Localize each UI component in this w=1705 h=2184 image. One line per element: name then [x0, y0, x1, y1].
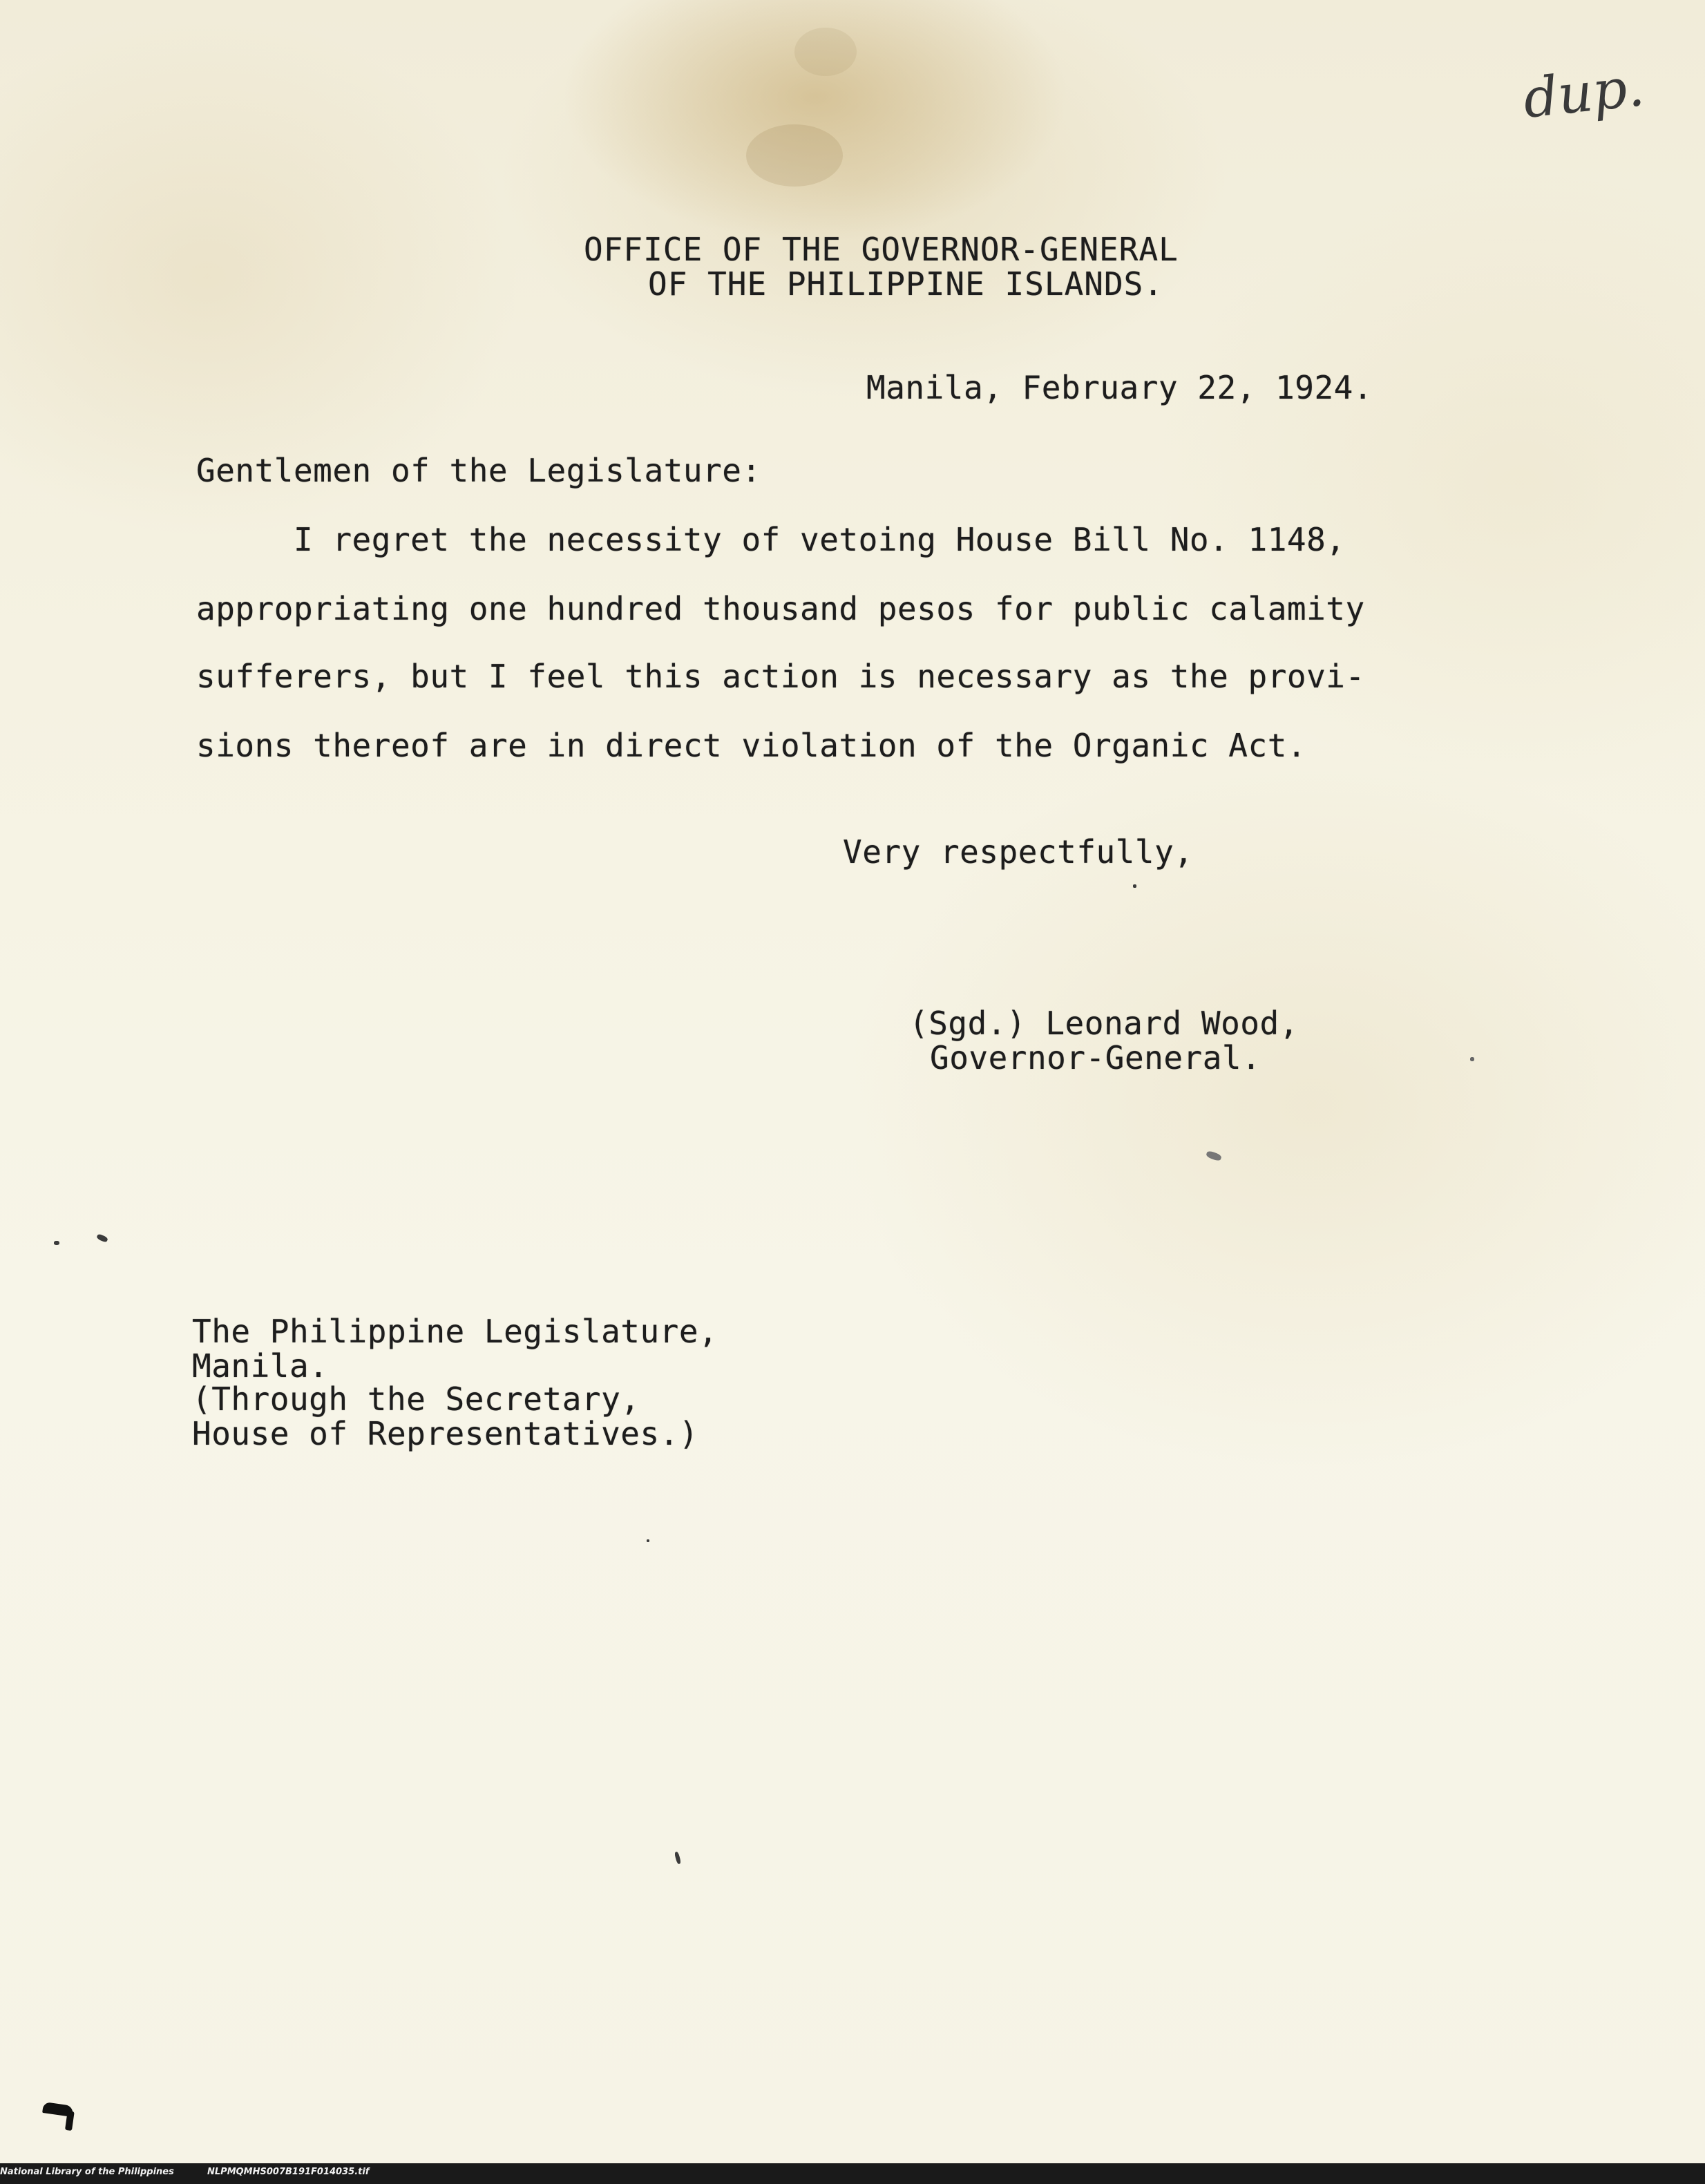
stain-mark [794, 28, 857, 76]
speck-mark [674, 1852, 681, 1865]
body-line-1: I regret the necessity of vetoing House Bill No. 1148, [196, 521, 1346, 558]
footer-filename: NLPMQMHS007B191F014035.tif [207, 2167, 370, 2177]
salutation: Gentlemen of the Legislature: [196, 452, 761, 489]
recipient-line-4: House of Representatives.) [192, 1415, 699, 1452]
body-line-3: sufferers, but I feel this action is necessary as the provi- [196, 658, 1365, 695]
letterhead-line-1: OFFICE OF THE GOVERNOR-GENERAL [584, 231, 1179, 268]
handwritten-annotation: dup. [1520, 56, 1648, 131]
speck-mark [1206, 1150, 1222, 1162]
speck-mark [96, 1233, 108, 1243]
edge-mark [42, 2102, 74, 2117]
speck-mark [1133, 884, 1136, 888]
body-line-4: sions thereof are in direct violation of the Organic Act. [196, 727, 1307, 764]
closing: Very respectfully, [843, 833, 1194, 871]
recipient-line-3: (Through the Secretary, [192, 1380, 640, 1418]
recipient-line-2: Manila. [192, 1347, 329, 1385]
signature-line-2: Governor-General. [930, 1039, 1261, 1076]
dateline: Manila, February 22, 1924. [866, 369, 1373, 406]
stain-mark [746, 124, 843, 187]
speck-mark [647, 1539, 649, 1542]
speck-mark [54, 1241, 59, 1245]
body-line-2: appropriating one hundred thousand pesos for public calamity [196, 590, 1365, 627]
recipient-line-1: The Philippine Legislature, [192, 1313, 718, 1350]
signature-line-1: (Sgd.) Leonard Wood, [909, 1005, 1299, 1042]
letterhead-line-2: OF THE PHILIPPINE ISLANDS. [648, 265, 1164, 303]
speck-mark [1470, 1057, 1474, 1061]
footer-library-label: National Library of the Philippines [0, 2167, 174, 2177]
